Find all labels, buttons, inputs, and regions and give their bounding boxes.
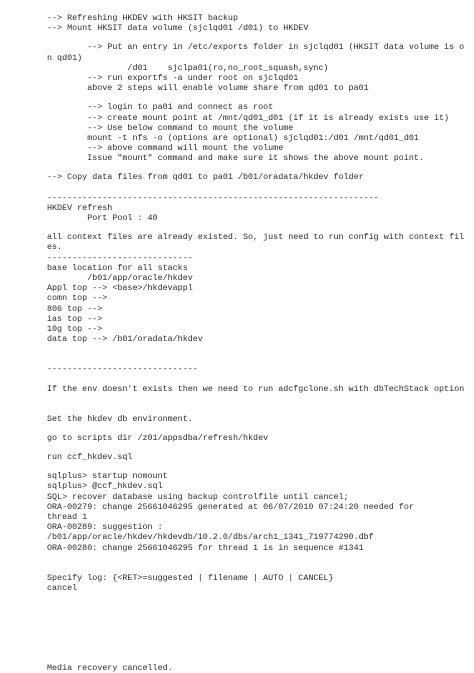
sql-line: /b01/app/oracle/hkdev/hkdevdb/10.2.0/dbs/arch1_1341_719774290.dbf: [47, 532, 374, 543]
text-line: above 2 steps will enable volume share from qd01 to pa01: [47, 83, 369, 94]
sql-line: sqlplus> @ccf_hkdev.sql: [47, 481, 163, 492]
text-line: --> above command will mount the volume: [47, 143, 284, 154]
text-line: --> Mount HKSIT data volume (sjclqd01 /d01) to HKDEV: [47, 23, 309, 34]
text-line: /b01/app/oracle/hkdev: [47, 273, 193, 283]
text-line: run ccf_hkdev.sql: [47, 452, 133, 463]
text-line: Set the hkdev db environment.: [47, 413, 193, 424]
text-line: Issue "mount" command and make sure it shows the above mount point.: [47, 153, 424, 164]
sql-line: ORA-00279: change 25661046295 generated at 06/07/2010 07:24:20 needed for: [47, 501, 414, 512]
text-line: --> login to pa01 and connect as root: [47, 102, 274, 113]
text-line: base location for all stacks: [47, 262, 188, 273]
text-line: --> create mount point at /mnt/qd01_d01 (if it is already exists use it): [47, 112, 450, 123]
document-body: [47, 13, 467, 673]
text-line: 10g top -->: [47, 323, 103, 334]
sql-line: ORA-00289: suggestion :: [47, 522, 163, 533]
text-line: data top --> /b01/oradata/hkdev: [47, 334, 203, 345]
text-line: --> Use below command to mount the volume: [47, 122, 294, 133]
text-line: /d01 sjclpa01(ro,no_root_squash,sync): [47, 62, 329, 73]
text-paragraph: --> Put an entry in /etc/exports folder in sjclqd01 (HKSIT data volume is on qd01): [47, 42, 465, 63]
text-line: Media recovery cancelled.: [47, 663, 173, 673]
log-line: Specify log: {<RET>=suggested | filename | AUTO | CANCEL}: [47, 572, 334, 583]
text-line: --> Refreshing HKDEV with HKSIT backup: [47, 13, 238, 23]
sql-line: SQL> recover database using backup controlfile until cancel;: [47, 491, 349, 502]
log-line: cancel: [47, 582, 78, 593]
separator: ------------------------------: [47, 364, 198, 375]
text-paragraph: If the env doesn't exists then we need to run adcfgclone.sh with dbTechStack option: [47, 383, 465, 394]
text-line: 806 top -->: [47, 303, 103, 314]
text-line: --> Copy data files from qd01 to pa01 /b01/oradata/hkdev folder: [47, 172, 364, 183]
text-line: go to scripts dir /z01/appsdba/refresh/hkdev: [47, 432, 269, 443]
sql-line: sqlplus> startup nomount: [47, 471, 168, 482]
text-line: mount -t nfs -o (options are optional) sjclqd01:/d01 /mnt/qd01_d01: [47, 132, 419, 143]
text-line: --> run exportfs -a under root on sjclqd01: [47, 72, 299, 83]
separator: ------------------------------------------------------------------: [47, 192, 379, 203]
text-line: ias top -->: [47, 313, 103, 324]
text-line: HKDEV refresh: [47, 202, 113, 213]
separator: -----------------------------: [47, 252, 193, 263]
text-paragraph: all context files are already existed. So, just need to run config with context files.: [47, 232, 465, 253]
text-line: Port Pool : 40: [47, 213, 158, 224]
text-line: comn top -->: [47, 293, 108, 304]
sql-line: ORA-00280: change 25661046295 for thread 1 is in sequence #1341: [47, 542, 364, 553]
sql-line: thread 1: [47, 512, 88, 523]
text-line: Appl top --> <base>/hkdevappl: [47, 283, 193, 294]
